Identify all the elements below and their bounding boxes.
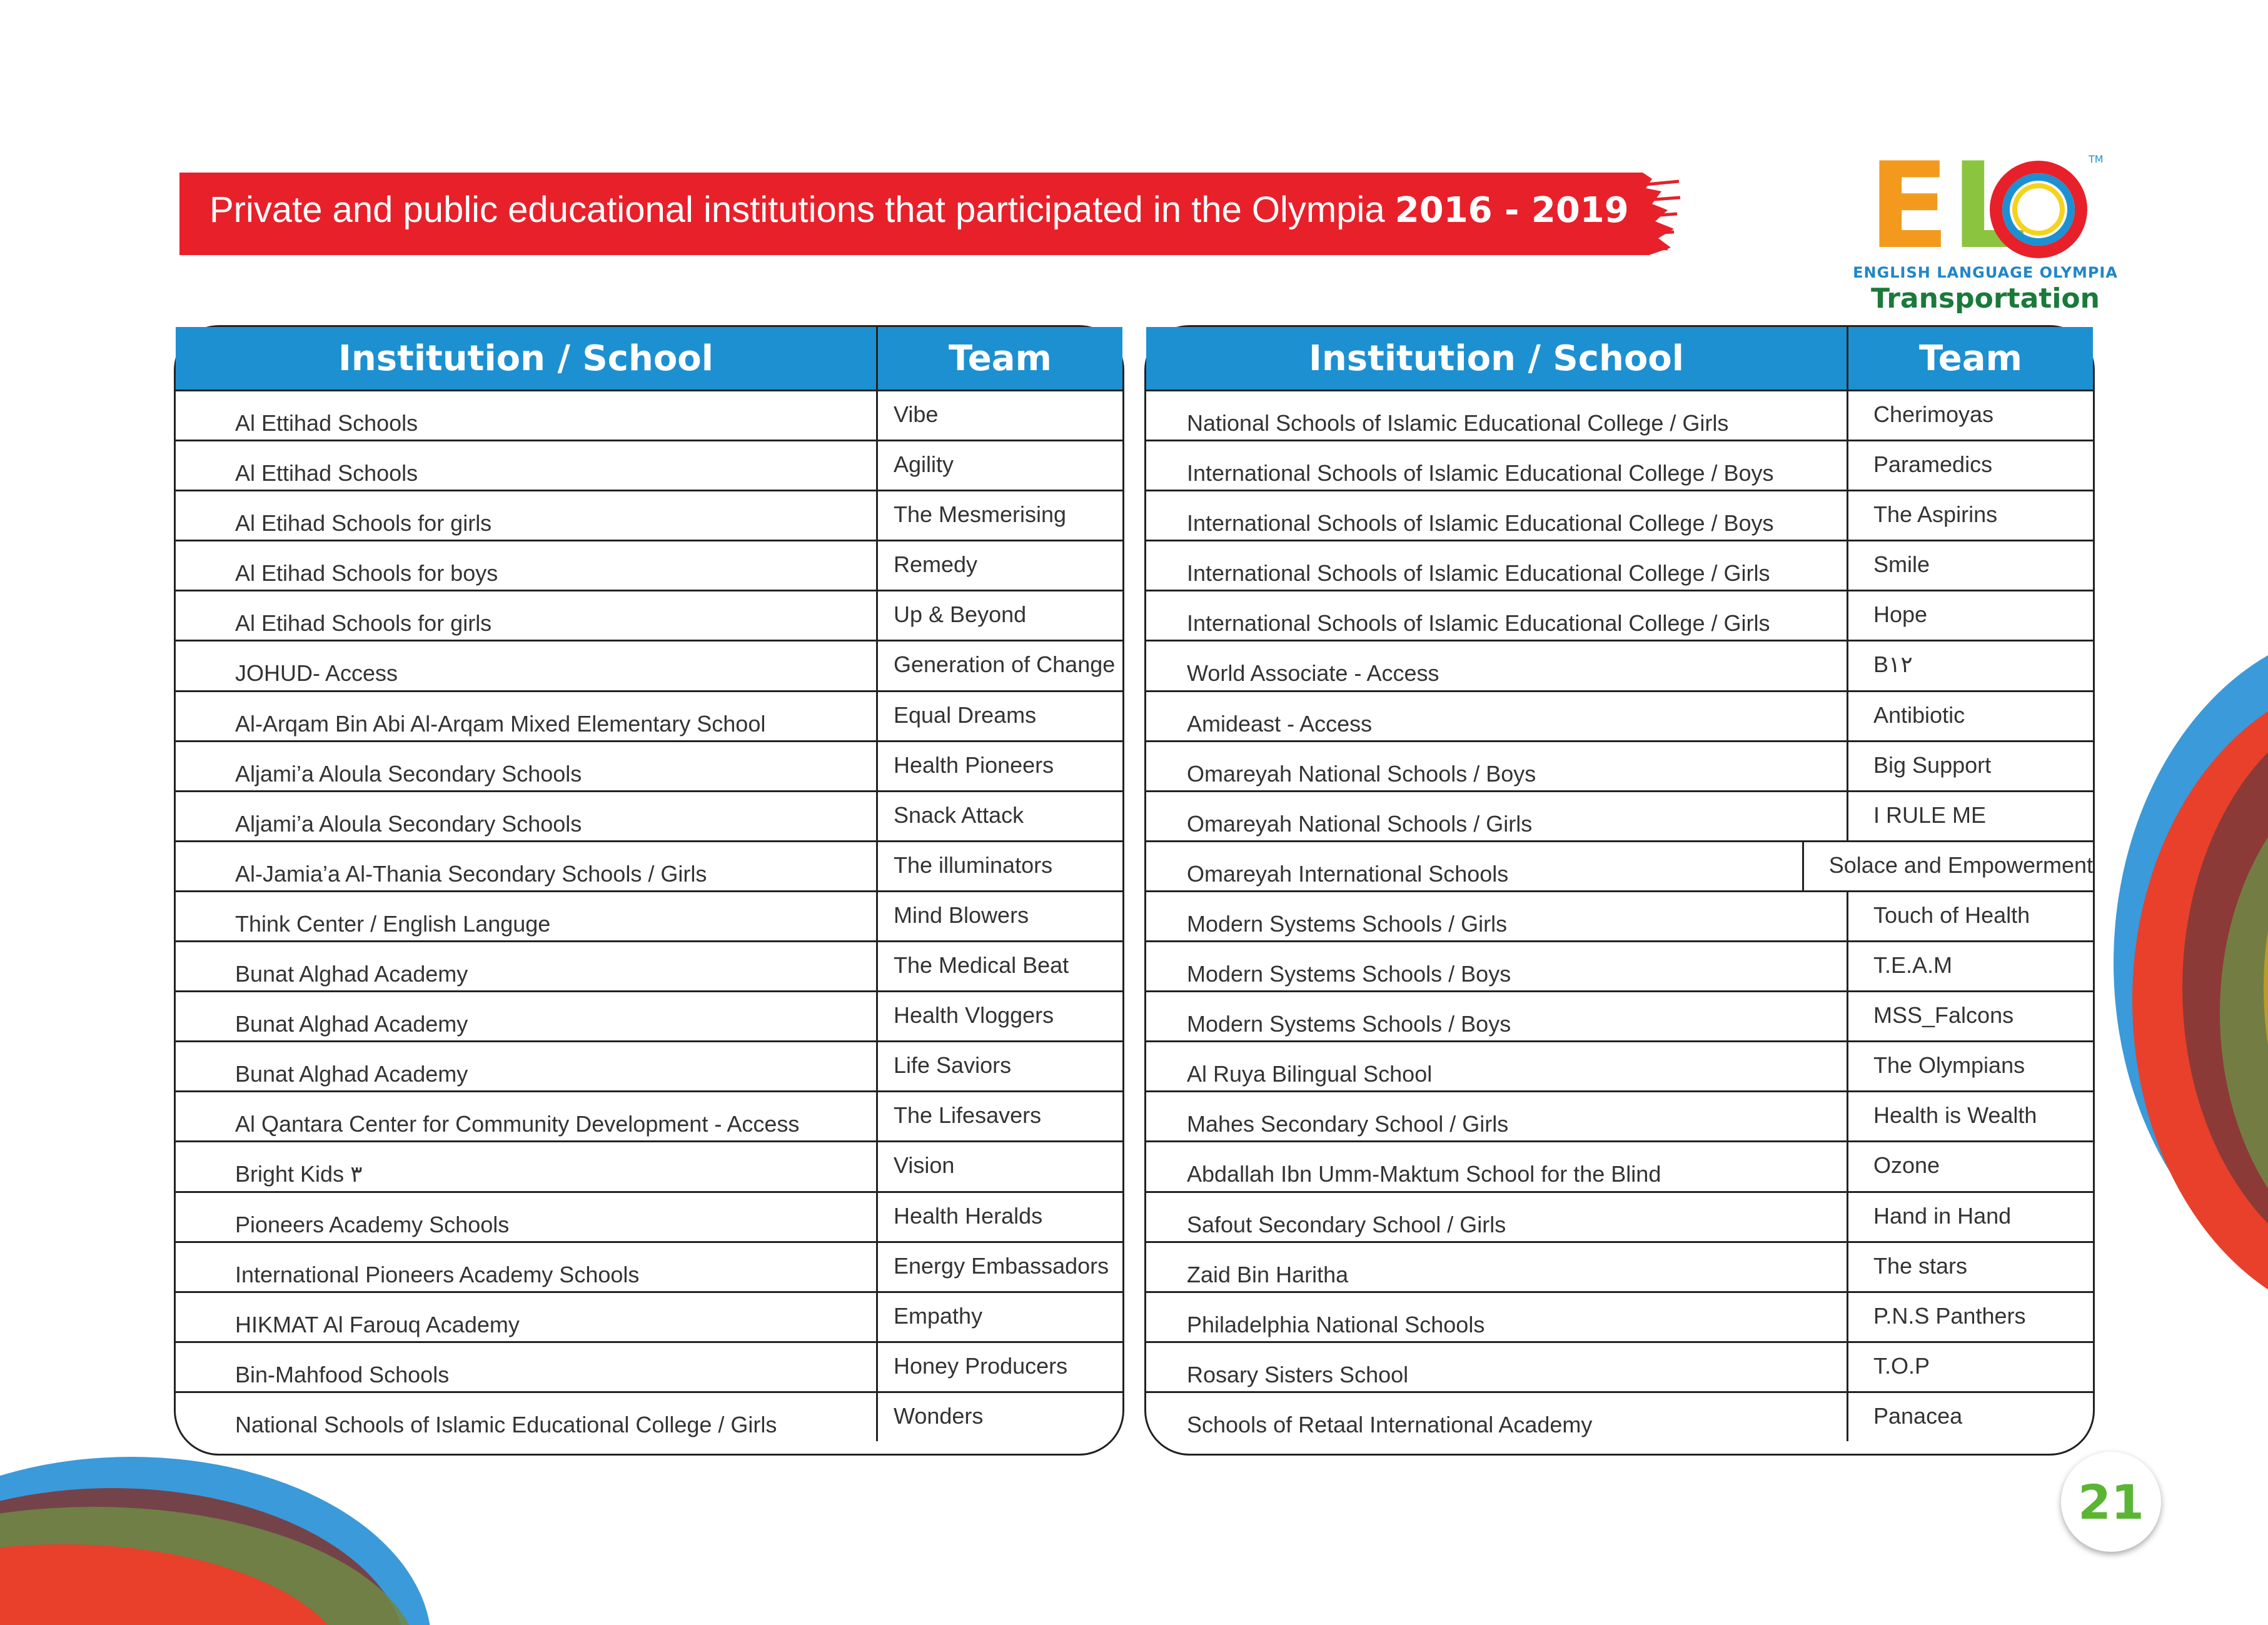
team-cell: Agility: [894, 451, 954, 478]
table-row: [176, 390, 1122, 440]
team-cell: Touch of Health: [1873, 902, 2030, 928]
page-number: 21: [2061, 1452, 2161, 1552]
school-cell: International Schools of Islamic Educational College / Girls: [1146, 591, 1848, 640]
school-cell: International Pioneers Academy Schools: [176, 1243, 878, 1291]
team-cell: The Lifesavers: [894, 1102, 1042, 1129]
team-cell: The Aspirins: [1873, 501, 1998, 528]
table-row: [176, 890, 1122, 940]
team-cell: Health Pioneers: [894, 752, 1054, 778]
school-cell: JOHUD- Access: [176, 641, 878, 690]
header-team: Team: [949, 338, 1052, 379]
team-cell: Antibiotic: [1873, 702, 1965, 728]
school-cell: Rosary Sisters School: [1146, 1343, 1848, 1391]
team-cell: T.O.P: [1873, 1352, 1930, 1379]
school-cell: Aljami’a Aloula Secondary Schools: [176, 792, 878, 840]
team-cell: Vision: [894, 1152, 955, 1179]
decorative-swoosh-right: [2114, 613, 2268, 1301]
table-row: [176, 1291, 1122, 1341]
school-cell: Schools of Retaal International Academy: [1146, 1393, 1848, 1441]
school-cell: National Schools of Islamic Educational College / Girls: [176, 1393, 878, 1441]
school-cell: Al Ettihad Schools: [176, 391, 878, 440]
table-row: [176, 1391, 1122, 1441]
team-cell: The Olympians: [1873, 1052, 2025, 1079]
table-row: [176, 1090, 1122, 1140]
table-row: [1146, 490, 2093, 540]
team-cell: B١٢: [1873, 652, 1913, 678]
team-cell: Health Vloggers: [894, 1002, 1054, 1029]
table-row: [176, 440, 1122, 490]
table-row: [1146, 1391, 2093, 1441]
team-cell: Smile: [1873, 551, 1930, 578]
team-cell: Solace and Empowerment: [1828, 852, 2093, 878]
table-row: [1146, 540, 2093, 590]
table-row: [1146, 1291, 2093, 1341]
table-row: [1146, 1191, 2093, 1241]
table-row: [176, 740, 1122, 790]
school-cell: Al Ruya Bilingual School: [1146, 1042, 1848, 1090]
team-cell: The stars: [1873, 1252, 1968, 1279]
table-row: [176, 1191, 1122, 1241]
school-cell: National Schools of Islamic Educational College / Girls: [1146, 391, 1848, 440]
page-title: [209, 189, 1629, 231]
table-row: [176, 1140, 1122, 1190]
logo-category: Transportation: [1871, 283, 2100, 314]
school-cell: Omareyah International Schools: [1146, 842, 1804, 890]
table-header: [1146, 327, 2093, 390]
school-cell: Modern Systems Schools / Boys: [1146, 942, 1848, 990]
team-cell: The Mesmerising: [894, 501, 1067, 528]
school-cell: Al Etihad Schools for boys: [176, 541, 878, 590]
team-cell: Snack Attack: [894, 802, 1024, 828]
team-cell: Cherimoyas: [1873, 401, 1994, 427]
right-table-body: [1146, 390, 2093, 1441]
team-cell: Ozone: [1873, 1152, 1940, 1179]
logo-tm: TM: [2089, 153, 2104, 165]
table-row: [1146, 840, 2093, 890]
table-row: [176, 990, 1122, 1040]
school-cell: Al Ettihad Schools: [176, 441, 878, 490]
table-row: [1146, 440, 2093, 490]
school-cell: HIKMAT Al Farouq Academy: [176, 1293, 878, 1341]
school-cell: Al-Jamia’a Al-Thania Secondary Schools / Girls: [176, 842, 878, 890]
table-row: [176, 1040, 1122, 1090]
table-row: [1146, 390, 2093, 440]
table-row: [1146, 740, 2093, 790]
team-cell: Generation of Change: [894, 652, 1116, 678]
table-row: [1146, 590, 2093, 640]
table-row: [176, 590, 1122, 640]
table-row: [176, 490, 1122, 540]
logo-letter-e: E: [1868, 137, 1950, 275]
table-row: [1146, 990, 2093, 1040]
school-cell: Omareyah National Schools / Girls: [1146, 792, 1848, 840]
team-cell: Hope: [1873, 601, 1928, 628]
title-banner: [179, 173, 1683, 255]
school-cell: International Schools of Islamic Educational College / Boys: [1146, 491, 1848, 540]
table-row: [1146, 690, 2093, 740]
school-cell: International Schools of Islamic Educational College / Boys: [1146, 441, 1848, 490]
table-row: [1146, 1341, 2093, 1391]
table-row: [1146, 1090, 2093, 1140]
school-cell: Abdallah Ibn Umm-Maktum School for the Blind: [1146, 1142, 1848, 1190]
team-cell: The illuminators: [894, 852, 1053, 878]
logo-subtitle: ENGLISH LANGUAGE OLYMPIA: [1853, 264, 2118, 281]
school-cell: Al Etihad Schools for girls: [176, 491, 878, 540]
table-row: [176, 690, 1122, 740]
table-row: [176, 540, 1122, 590]
school-cell: Bin-Mahfood Schools: [176, 1343, 878, 1391]
team-cell: Energy Embassadors: [894, 1252, 1109, 1279]
school-cell: Amideast - Access: [1146, 692, 1848, 740]
school-cell: Bunat Alghad Academy: [176, 1042, 878, 1090]
school-cell: Bunat Alghad Academy: [176, 942, 878, 990]
team-cell: Hand in Hand: [1873, 1202, 2012, 1229]
table-row: [176, 940, 1122, 990]
table-row: [1146, 790, 2093, 840]
school-cell: Think Center / English Languge: [176, 892, 878, 940]
team-cell: Paramedics: [1873, 451, 1993, 478]
table-row: [176, 1241, 1122, 1291]
school-cell: Safout Secondary School / Girls: [1146, 1193, 1848, 1241]
team-cell: Life Saviors: [894, 1052, 1012, 1079]
school-cell: World Associate - Access: [1146, 641, 1848, 690]
team-cell: Panacea: [1873, 1402, 1963, 1429]
table-row: [1146, 1040, 2093, 1090]
school-cell: Modern Systems Schools / Girls: [1146, 892, 1848, 940]
header-team: Team: [1919, 338, 2022, 379]
school-cell: Al Qantara Center for Community Development - Access: [176, 1092, 878, 1140]
table-row: [1146, 890, 2093, 940]
team-cell: T.E.A.M: [1873, 952, 1953, 979]
table-row: [1146, 640, 2093, 690]
decorative-swoosh-left: [0, 1457, 438, 1625]
team-cell: I RULE ME: [1873, 802, 1987, 828]
school-cell: International Schools of Islamic Educational College / Girls: [1146, 541, 1848, 590]
left-table-body: [176, 390, 1122, 1441]
team-cell: Vibe: [894, 401, 939, 427]
table-header: [176, 327, 1122, 390]
header-institution: Institution / School: [176, 327, 878, 390]
school-cell: Pioneers Academy Schools: [176, 1193, 878, 1241]
team-cell: MSS_Falcons: [1873, 1002, 2014, 1029]
team-cell: Up & Beyond: [894, 601, 1027, 628]
table-row: [1146, 1140, 2093, 1190]
team-cell: Mind Blowers: [894, 902, 1029, 928]
header-institution: Institution / School: [1146, 327, 1848, 390]
table-row: [176, 1341, 1122, 1391]
school-cell: Bright Kids ٣: [176, 1142, 878, 1190]
right-table: [1144, 325, 2095, 1456]
logo-letter-l: L: [1951, 137, 2027, 275]
table-row: [176, 790, 1122, 840]
team-cell: Health is Wealth: [1873, 1102, 2037, 1129]
team-cell: Remedy: [894, 551, 978, 578]
left-table: [174, 325, 1124, 1456]
school-cell: Omareyah National Schools / Boys: [1146, 742, 1848, 790]
title-years: 2016 - 2019: [1394, 190, 1629, 231]
school-cell: Aljami’a Aloula Secondary Schools: [176, 742, 878, 790]
school-cell: Al Etihad Schools for girls: [176, 591, 878, 640]
school-cell: Philadelphia National Schools: [1146, 1293, 1848, 1341]
school-cell: Modern Systems Schools / Boys: [1146, 992, 1848, 1040]
team-cell: Empathy: [894, 1302, 983, 1329]
team-cell: Wonders: [894, 1402, 984, 1429]
table-row: [176, 840, 1122, 890]
table-row: [176, 640, 1122, 690]
team-cell: Equal Dreams: [894, 702, 1037, 728]
table-row: [1146, 940, 2093, 990]
table-row: [1146, 1241, 2093, 1291]
team-cell: P.N.S Panthers: [1873, 1302, 2026, 1329]
team-cell: Honey Producers: [894, 1352, 1068, 1379]
team-cell: The Medical Beat: [894, 952, 1069, 979]
team-cell: Big Support: [1873, 752, 1992, 778]
school-cell: Al-Arqam Bin Abi Al-Arqam Mixed Elementary School: [176, 692, 878, 740]
title-text: Private and public educational institutions that participated in the Olympia: [209, 189, 1385, 230]
school-cell: Zaid Bin Haritha: [1146, 1243, 1848, 1291]
team-cell: Health Heralds: [894, 1202, 1043, 1229]
school-cell: Mahes Secondary School / Girls: [1146, 1092, 1848, 1140]
school-cell: Bunat Alghad Academy: [176, 992, 878, 1040]
